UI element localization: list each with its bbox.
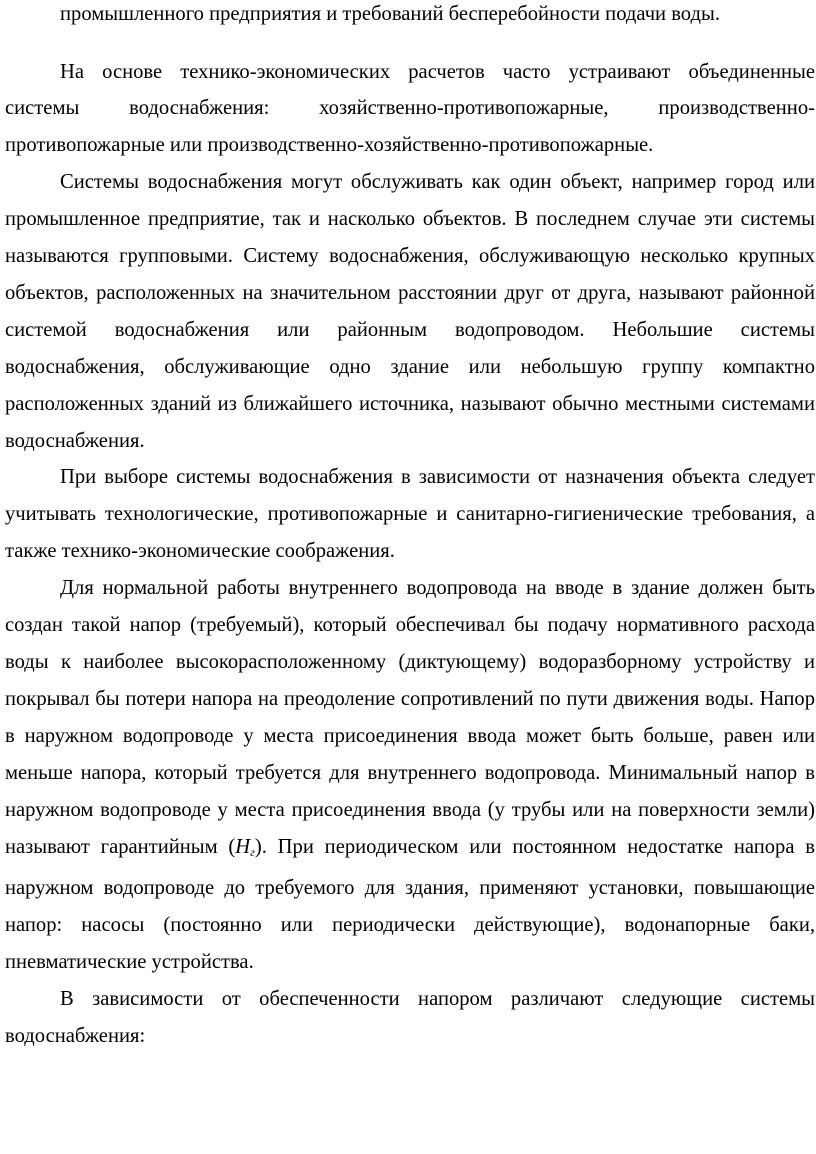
paragraph-selection-criteria: При выборе системы водоснабжения в зависимости от назначения объекта следует учитывать технологические, противопожарные и санитарно-гигиенические требования, а также технико-экономические соображения. bbox=[5, 466, 815, 563]
paragraph-combined-systems: На основе технико-экономических расчетов часто устраивают объединенные системы водоснабжения: хозяйственно-противопожарные, производственно-противопожарные или производственно-хозяйственно-противопожарные. bbox=[5, 60, 815, 157]
paragraph-pressure-start: Для нормальной работы внутреннего водопровода на вводе в здание должен быть создан такой напор (требуемый), который обеспечивал бы подачу нормативного расхода воды к наиболее высокорасположенному (диктующему) водоразборному устройству и покрывал бы потери напора на преодоление сопротивлений по пути движения воды. Напор в наружном водопроводе у места присоединения ввода может быть больше, равен или меньше напора, который требуется для внутреннего водопровода. Минимальный напор в наружном водопроводе у места присоединения ввода (у трубы или на поверхности земли) называют гарантийным ( bbox=[5, 577, 815, 858]
paragraph-classification-intro: В зависимости от обеспеченности напором различают следующие системы водоснабжения: bbox=[5, 988, 815, 1048]
paragraph-group-systems: Системы водоснабжения могут обслуживать как один объект, например город или промышленное предприятие, так и насколько объектов. В последнем случае эти системы называются групповыми. Систему водоснабжения, обслуживающую несколько крупных объектов, расположенных на значительном расстоянии друг от друга, называют районной системой водоснабжения или районным водопроводом. Небольшие системы водоснабжения, обслуживающие одно здание или небольшую группу компактно расположенных зданий из ближайшего источника, называют обычно местными системами водоснабжения. bbox=[5, 171, 815, 452]
document-body bbox=[5, 0, 815, 1055]
pressure-symbol: H bbox=[235, 835, 251, 858]
paragraph-pressure bbox=[5, 570, 815, 981]
paragraph-continuation: промышленного предприятия и требований бесперебойности подачи воды. bbox=[60, 3, 720, 25]
paragraph-pressure-end: ). При периодическом или постоянном недостатке напора в наружном водопроводе до требуемого для здания, применяют установки, повышающие напор: насосы (постоянно или периодически действующие), водонапорные баки, пневматические устройства. bbox=[5, 835, 815, 974]
pressure-subscript: г bbox=[250, 844, 255, 859]
